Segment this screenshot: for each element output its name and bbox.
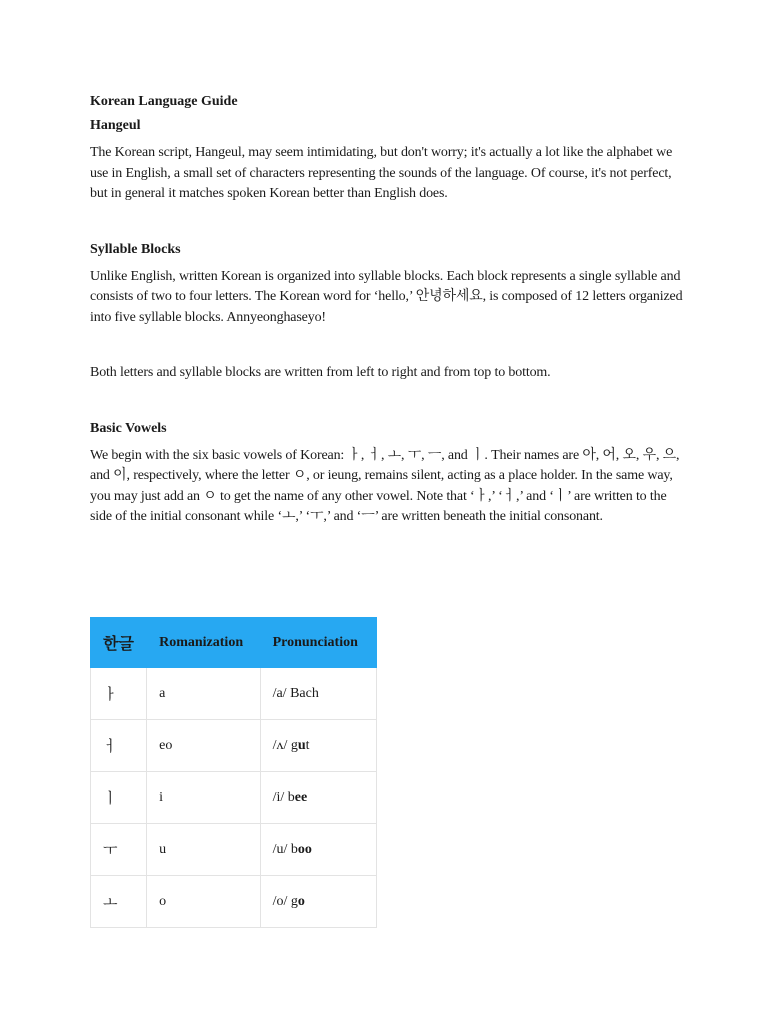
vowel-table: [90, 617, 377, 928]
ipa: /ʌ/: [272, 737, 288, 753]
example-word-emphasis: o: [297, 893, 305, 909]
cell-hangul: ㅓ: [91, 720, 147, 772]
ipa: /u/: [272, 841, 288, 857]
cell-romanization: o: [147, 876, 260, 928]
cell-hangul: ㅣ: [91, 772, 147, 824]
cell-hangul: ㅜ: [91, 824, 147, 876]
ipa: /a/: [272, 685, 287, 701]
table-row: [91, 876, 377, 928]
heading-basic-vowels: Basic Vowels: [90, 420, 167, 436]
cell-pronunciation: [260, 668, 376, 720]
example-word-emphasis: u: [297, 737, 306, 753]
table-row: [91, 824, 377, 876]
document-body: [90, 92, 690, 528]
example-word: Bach: [290, 685, 319, 701]
table-header-row: [91, 618, 377, 668]
example-word-part: t: [305, 737, 310, 753]
cell-pronunciation: [260, 720, 376, 772]
document-title: Korean Language Guide: [90, 94, 238, 109]
cell-romanization: a: [147, 668, 260, 720]
cell-pronunciation: [260, 824, 376, 876]
ipa: /i/: [272, 789, 285, 805]
heading-hangeul: Hangeul: [90, 118, 141, 133]
example-word-emphasis: oo: [297, 841, 312, 857]
column-header-romanization: Romanization: [147, 618, 260, 668]
cell-romanization: i: [147, 772, 260, 824]
table-row: [91, 668, 377, 720]
cell-hangul: ㅗ: [91, 876, 147, 928]
cell-pronunciation: [260, 876, 376, 928]
table-row: [91, 720, 377, 772]
cell-romanization: eo: [147, 720, 260, 772]
paragraph-hangeul: The Korean script, Hangeul, may seem intimidating, but don't worry; it's actually a lot like the alphabet we use in English, a small set of characters representing the sounds of the language. Of course, it's not perfect, but in general it matches spoken Korean better than English does.: [90, 145, 673, 201]
cell-hangul: ㅏ: [91, 668, 147, 720]
ipa: /o/: [272, 893, 288, 909]
example-word-part: g: [290, 737, 298, 753]
cell-pronunciation: [260, 772, 376, 824]
example-word-part: b: [287, 789, 295, 805]
table-row: [91, 772, 377, 824]
example-word-part: b: [290, 841, 298, 857]
example-word-part: g: [290, 893, 298, 909]
column-header-pronunciation: Pronunciation: [260, 618, 376, 668]
paragraph-basic-vowels: We begin with the six basic vowels of Korean: ㅏ, ㅓ, ㅗ, ㅜ, ㅡ, and ㅣ. Their names are 아, 어, 오, 우, 으, and 이, respectively, where the letter ㅇ, or ieung, remains silent, acting as a place holder. In the same way, you may just add an ㅇ to get the name of any other vowel. Note that ‘ㅏ,’ ‘ㅓ,’ and ‘ㅣ’ are written to the side of the initial consonant while ‘ㅗ,’ ‘ㅜ,’ and ‘ㅡ’ are written beneath the initial consonant.: [90, 447, 680, 524]
example-word-emphasis: ee: [294, 789, 308, 805]
column-header-hangul: 한글: [91, 618, 147, 668]
cell-romanization: u: [147, 824, 260, 876]
paragraph-syllable-blocks: Unlike English, written Korean is organized into syllable blocks. Each block represents a single syllable and consists of two to four letters. The Korean word for ‘hello,’ 안녕하세요, is composed of 12 letters organized into five syllable blocks. Annyeonghaseyo!: [90, 268, 683, 325]
heading-syllable-blocks: Syllable Blocks: [90, 241, 181, 257]
paragraph-writing-direction: Both letters and syllable blocks are written from left to right and from top to bottom.: [90, 365, 551, 380]
